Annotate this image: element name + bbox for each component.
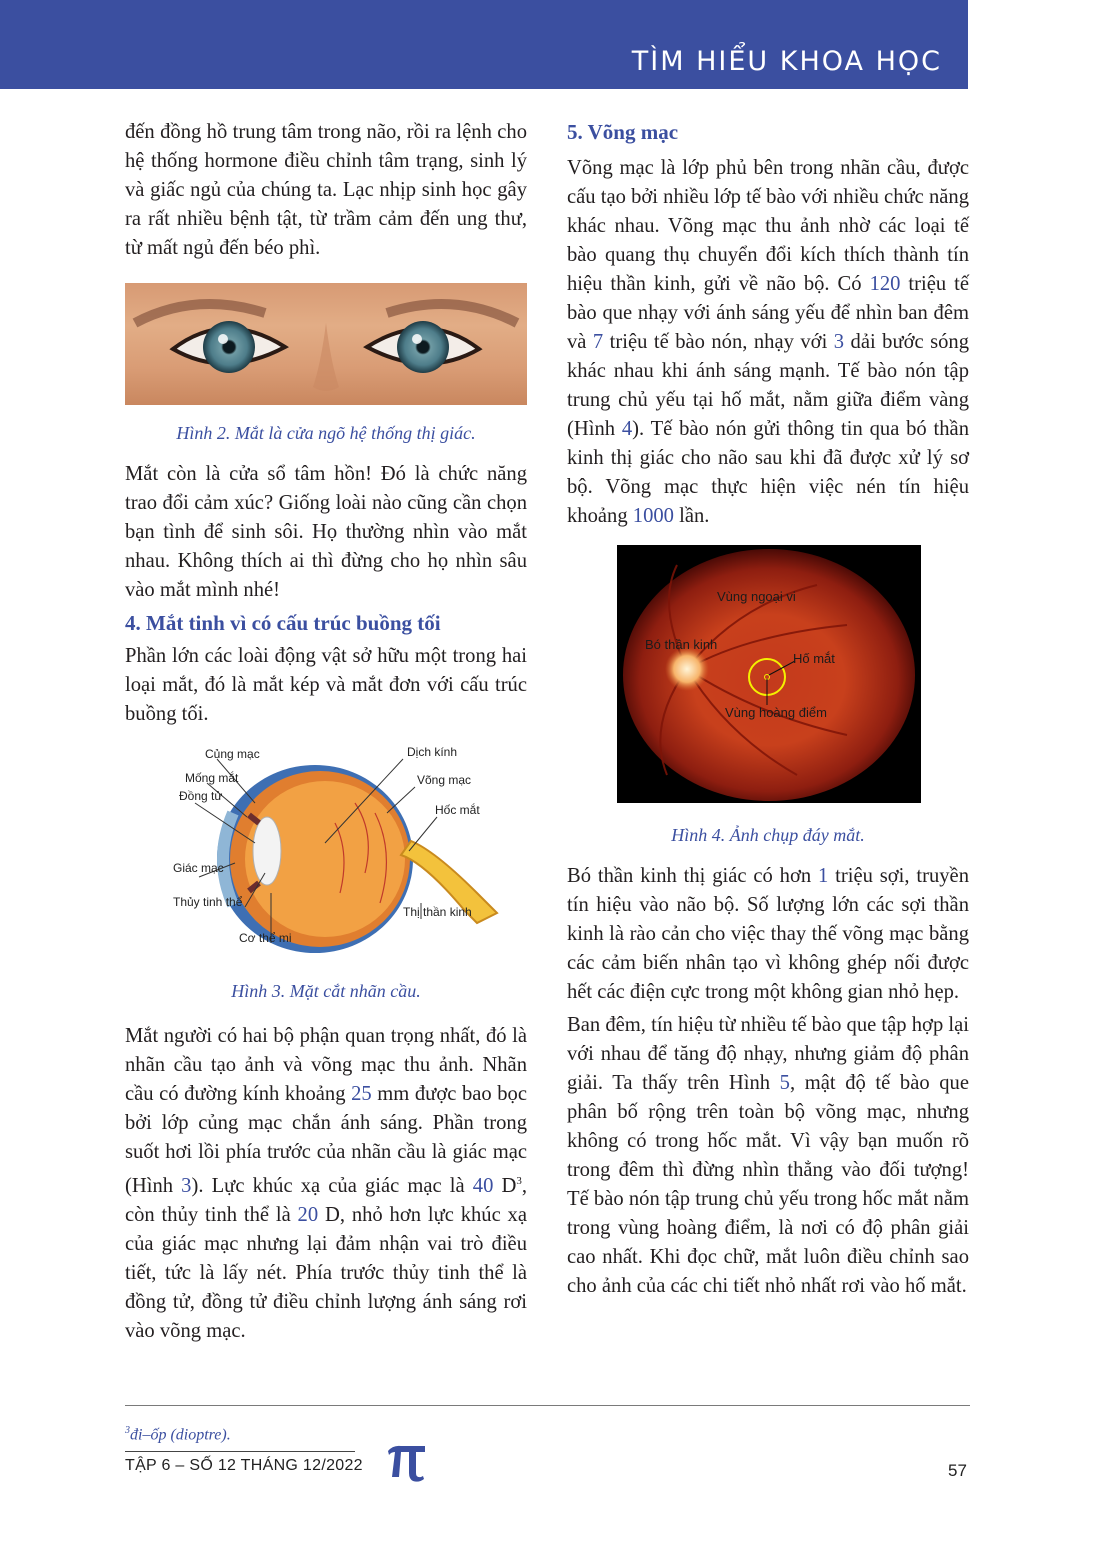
paragraph-right-1: Võng mạc là lớp phủ bên trong nhãn cầu, được cấu tạo bởi nhiều lớp tế bào với nhiều chức năng khác nhau. Võng mạc thu ảnh nhờ các loại tế bào quang thụ chuyển đổi kích thích thành tín hiệu thần kinh, gửi về não bộ. Có 120 triệu tế bào que nhạy với ánh sáng yếu để nhìn ban đêm và 7 triệu tế bào nón, nhạy với 3 dải bước sóng khác nhau khi ánh sáng mạnh. Tế bào nón tập trung chủ yếu tại hố mắt, nằm giữa điểm vàng (Hình 4). Tế bào nón gửi thông tin qua bó thần kinh thị giác cho não sau khi đã được xử lý sơ bộ. Võng mạc thực hiện việc nén tín hiệu khoảng 1000 lần. [567,157,970,527]
section-4-heading: 4. Mắt tinh vì có cấu trúc buồng tối [125,611,441,635]
label-ho-mat: Hố mắt [793,651,835,666]
label-cung-mac: Củng mạc [205,747,260,761]
figure-2-caption: Hình 2. Mắt là cửa ngõ hệ thống thị giác. [176,423,476,443]
label-co-the-mi: Cơ thể mi [239,931,292,945]
right-column [567,118,969,1301]
retina-fundus-image [617,545,921,803]
label-vong-mac: Võng mạc [417,773,472,787]
paragraph-right-2: Bó thần kinh thị giác có hơn 1 triệu sợi, truyền tín hiệu vào não bộ. Số lượng lớn các sợi thần kinh là rào cản cho việc thay thế võng mạc bằng các cảm biến nhân tạo vì không ghép nối được hết các điện cực trong một không gian nhỏ hẹp. [567,865,969,1003]
paragraph-right-3: Ban đêm, tín hiệu từ nhiều tế bào que tập hợp lại với nhau để tăng độ nhạy, nhưng giảm độ phân giải. Ta thấy trên Hình 5, mật độ tế bào que phân bố rộng trên toàn bộ võng mạc, nhưng không có trong hốc mắt. Vì vậy bạn muốn rõ trong đêm thì đừng nhìn thẳng vào đối tượng! Tế bào nón tập trung chủ yếu trong hốc mắt nằm trong vùng hoàng điểm, là nơi có độ phân giải cao nhất. Khi đọc chữ, mắt luôn điều chỉnh sao cho ảnh của các chi tiết nhỏ nhất rơi vào hố mắt. [567,1014,969,1297]
figure-4-caption: Hình 4. Ảnh chụp đáy mắt. [671,825,865,845]
figure-2-eyes-image [125,283,527,405]
label-dong-tu: Đồng tử [179,789,223,803]
label-mong-mat: Mống mắt [185,771,239,785]
label-giac-mac: Giác mạc [173,861,224,875]
label-hoc-mat: Hốc mắt [435,803,480,817]
footnote-divider [125,1405,970,1406]
figure-3-caption: Hình 3. Mặt cắt nhãn cầu. [231,981,421,1001]
paragraph-left-2: Mắt còn là cửa sổ tâm hồn! Đó là chức năng trao đổi cảm xúc? Giống loài nào cũng cần chọn bạn tình để sinh sôi. Họ thường nhìn vào mắt nhau. Không thích ai thì đừng cho họ nhìn sâu vào mắt mình nhé! [125,463,527,601]
footer-rule [125,1451,355,1452]
label-vung-hoang-diem: Vùng hoàng điểm [725,705,827,720]
label-vung-ngoai-vi: Vùng ngoại vi [717,589,796,604]
page-number: 57 [948,1461,967,1480]
paragraph-left-4: Mắt người có hai bộ phận quan trọng nhất, đó là nhãn cầu tạo ảnh và võng mạc thu ảnh. Nhãn cầu có đường kính khoảng 25 mm được bao bọc bởi lớp củng mạc chắn ánh sáng. Phần trong suốt hơi lồi phía trước của nhãn cầu là giác mạc (Hình 3). Lực khúc xạ của giác mạc là 40 $D^3$, còn thủy tinh thể là 20 D, nhỏ hơn lực khúc xạ của giác mạc nhưng lại đảm nhận vai trò điều tiết, tức là lấy nét. Phía trước thủy tinh thể là đồng tử, đồng tử điều chỉnh lượng ánh sáng rơi vào võng mạc. [125,1025,527,1342]
label-thuy-tinh-the: Thủy tinh thể [173,895,243,909]
footnote: $^3$đi–ốp (dioptre). [125,1425,231,1444]
eyes-illustration [125,283,527,405]
figure-4-retina-photo [617,545,921,803]
pi-icon [385,1443,427,1488]
label-dich-kinh: Dịch kính [407,745,458,759]
label-bo-than-kinh: Bó thần kinh [645,637,718,652]
section-title: TÌM HIỂU KHOA HỌC [631,46,942,77]
left-column [125,118,527,1346]
label-thi-than-kinh: Thị thần kinh [403,905,472,919]
header-bar [0,0,968,89]
paragraph-left-1: đến đồng hồ trung tâm trong não, rồi ra lệnh cho hệ thống hormone điều chỉnh tâm trạng, sinh lý và giấc ngủ của chúng ta. Lạc nhịp sinh học gây ra rất nhiều bệnh tật, từ trầm cảm đến ung thư, từ mất ngủ đến béo phì. [125,121,527,259]
section-5-heading: 5. Võng mạc [567,120,679,144]
paragraph-left-3: Phần lớn các loài động vật sở hữu một trong hai loại mắt, đó là mắt kép và mắt đơn với cấu trúc buồng tối. [125,645,527,725]
issue-label: TẬP 6 – SỐ 12 THÁNG 12/2022 [125,1457,363,1474]
figure-3-eye-cross-section [125,743,527,967]
